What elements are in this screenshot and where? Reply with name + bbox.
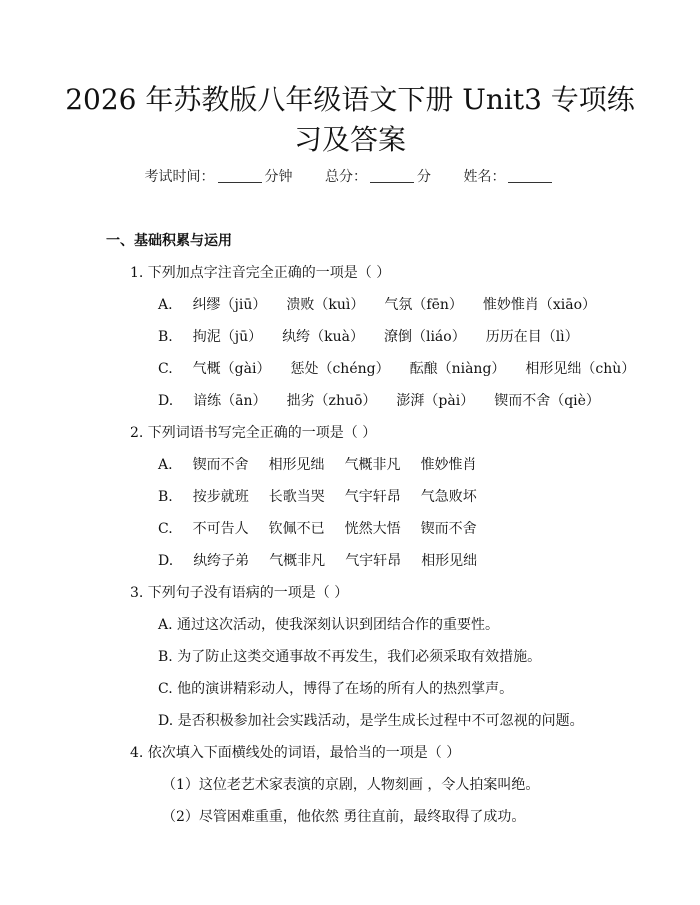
option-word: 锲而不舍: [420, 521, 477, 537]
name-label: 姓名：: [463, 169, 506, 185]
title-line-1: 2026 年苏教版八年级语文下册 Unit3 专项练: [65, 83, 635, 116]
question-2-option-c: [158, 518, 497, 538]
question-2-option-a: [158, 454, 497, 474]
exam-meta: [0, 166, 700, 186]
option-word: 气宇轩昂: [344, 489, 401, 505]
question-3-option-a: A. 通过这次活动，使我深刻认识到团结合作的重要性。: [158, 617, 500, 633]
time-blank: [218, 168, 262, 183]
question-4-sub-1: （1）这位老艺术家表演的京剧，人物刻画 ，令人拍案叫绝。: [162, 777, 540, 793]
option-word: 惩处（chéng）: [290, 361, 390, 377]
document-title: [60, 80, 640, 160]
title-line-2: 习及答案: [293, 123, 406, 156]
option-word: 溃败（kuì）: [286, 297, 365, 313]
question-3-option-b: B. 为了防止这类交通事故不再发生，我们必须采取有效措施。: [158, 649, 542, 665]
question-3-option-c: C. 他的演讲精彩动人，博得了在场的所有人的热烈掌声。: [158, 681, 514, 697]
option-word: 气宇轩昂: [345, 553, 402, 569]
option-word: 锲而不舍（qiè）: [494, 393, 600, 409]
option-word: 恍然大悟: [344, 521, 401, 537]
option-word: 历历在目（lì）: [485, 329, 579, 345]
question-1-stem: 1. 下列加点字注音完全正确的一项是（ ）: [130, 265, 391, 281]
option-word: 锲而不舍: [192, 457, 249, 473]
time-label: 考试时间：: [144, 169, 215, 185]
question-4-sub-2: （2）尽管困难重重，他依然 勇往直前，最终取得了成功。: [162, 809, 526, 825]
option-letter: C.: [158, 521, 173, 537]
question-4-stem: 4. 依次填入下面横线处的词语，最恰当的一项是（ ）: [130, 745, 461, 761]
option-word: 不可告人: [192, 521, 249, 537]
option-letter: D.: [158, 553, 174, 569]
option-word: 惟妙惟肖: [420, 457, 477, 473]
question-2-option-b: [158, 486, 497, 506]
student-name: [463, 166, 555, 186]
option-letter: D.: [158, 393, 174, 409]
question-1-option-b: [158, 326, 599, 346]
option-word: 气急败坏: [420, 489, 477, 505]
option-word: 长歌当哭: [268, 489, 325, 505]
question-1-option-a: [158, 294, 616, 314]
name-blank: [508, 168, 552, 183]
option-word: 拙劣（zhuō）: [286, 393, 377, 409]
total-score: [325, 166, 431, 186]
option-word: 气概非凡: [344, 457, 401, 473]
question-2-option-d: [158, 550, 497, 570]
option-word: 谙练（ān）: [193, 393, 267, 409]
option-word: 相形见绌: [268, 457, 325, 473]
score-label: 总分：: [325, 169, 367, 185]
option-word: 钦佩不已: [268, 521, 325, 537]
option-letter: A.: [158, 297, 173, 313]
option-word: 按步就班: [192, 489, 249, 505]
option-word: 纨绔子弟: [193, 553, 250, 569]
exam-time: [145, 166, 293, 186]
score-blank: [370, 168, 414, 183]
score-unit: 分: [417, 169, 431, 185]
question-3-option-d: D. 是否积极参加社会实践活动，是学生成长过程中不可忽视的问题。: [158, 713, 584, 729]
option-letter: B.: [158, 489, 173, 505]
option-word: 惟妙惟肖（xiāo）: [482, 297, 597, 313]
option-word: 潦倒（liáo）: [383, 329, 466, 345]
question-3-stem: 3. 下列句子没有语病的一项是（ ）: [130, 585, 349, 601]
option-word: 拘泥（jū）: [192, 329, 263, 345]
question-1-option-d: [158, 390, 620, 410]
option-word: 酝酿（niàng）: [409, 361, 506, 377]
option-word: 气概（gài）: [192, 361, 271, 377]
option-word: 相形见绌（chù）: [525, 361, 636, 377]
option-word: 纠缪（jiū）: [192, 297, 267, 313]
option-word: 气概非凡: [269, 553, 326, 569]
option-letter: C.: [158, 361, 173, 377]
option-letter: A.: [158, 457, 173, 473]
question-2-stem: 2. 下列词语书写完全正确的一项是（ ）: [130, 425, 377, 441]
option-word: 气氛（fēn）: [384, 297, 463, 313]
option-word: 澎湃（pài）: [396, 393, 475, 409]
option-letter: B.: [158, 329, 173, 345]
option-word: 相形见绌: [421, 553, 478, 569]
option-word: 纨绔（kuà）: [282, 329, 364, 345]
section-heading: 一、基础积累与运用: [106, 233, 232, 249]
question-1-option-c: [158, 358, 655, 378]
time-unit: 分钟: [264, 169, 293, 185]
